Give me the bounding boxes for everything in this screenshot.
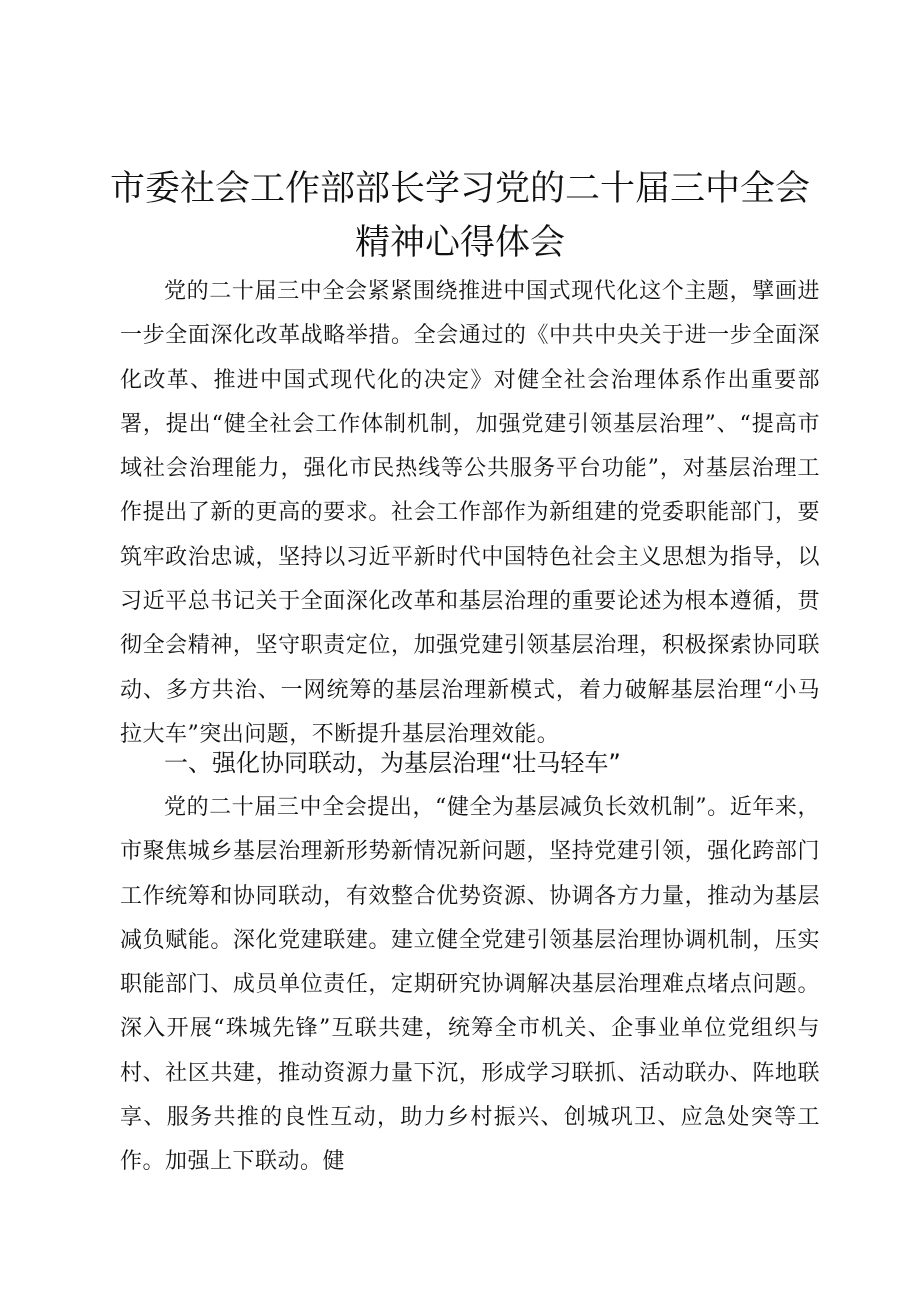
section-heading-1: 一、强化协同联动，为基层治理“壮马轻车” (164, 749, 621, 777)
title-line-2: 精神心得体会 (354, 223, 565, 263)
title-line-1: 市委社会工作部部长学习党的二十届三中全会 (109, 169, 810, 209)
intro-paragraph: 党的二十届三中全会紧紧围绕推进中国式现代化这个主题，擘画进一步全面深化改革战略举措。全会通过的《中共中央关于进一步全面深化改革、推进中国式现代化的决定》对健全社会治理体系作出重要部署，提出“健全社会工作体制机制，加强党建引领基层治理”、“提高市域社会治理能力，强化市民热线等公共服务平台功能”，对基层治理工作提出了新的更高的要求。社会工作部作为新组建的党委职能部门，要筑牢政治忠诚，坚持以习近平新时代中国特色社会主义思想为指导，以习近平总书记关于全面深化改革和基层治理的重要论述为根本遵循，贯彻全会精神，坚守职责定位，加强党建引领基层治理，积极探索协同联动、多方共治、一网统筹的基层治理新模式，着力破解基层治理“小马拉大车”突出问题，不断提升基层治理效能。 (120, 279, 820, 747)
section-1-paragraph: 党的二十届三中全会提出，“健全为基层减负长效机制”。近年来，市聚焦城乡基层治理新形势新情况新问题，坚持党建引领，强化跨部门工作统筹和协同联动，有效整合优势资源、协调各方力量，推动为基层减负赋能。深化党建联建。建立健全党建引领基层治理协调机制，压实职能部门、成员单位责任，定期研究协调解决基层治理难点堵点问题。深入开展“珠城先锋”互联共建，统筹全市机关、企事业单位党组织与村、社区共建，推动资源力量下沉，形成学习联抓、活动联办、阵地联享、服务共推的良性互动，助力乡村振兴、创城巩卫、应急处突等工作。加强上下联动。健 (120, 795, 820, 1175)
document-title (100, 162, 820, 270)
